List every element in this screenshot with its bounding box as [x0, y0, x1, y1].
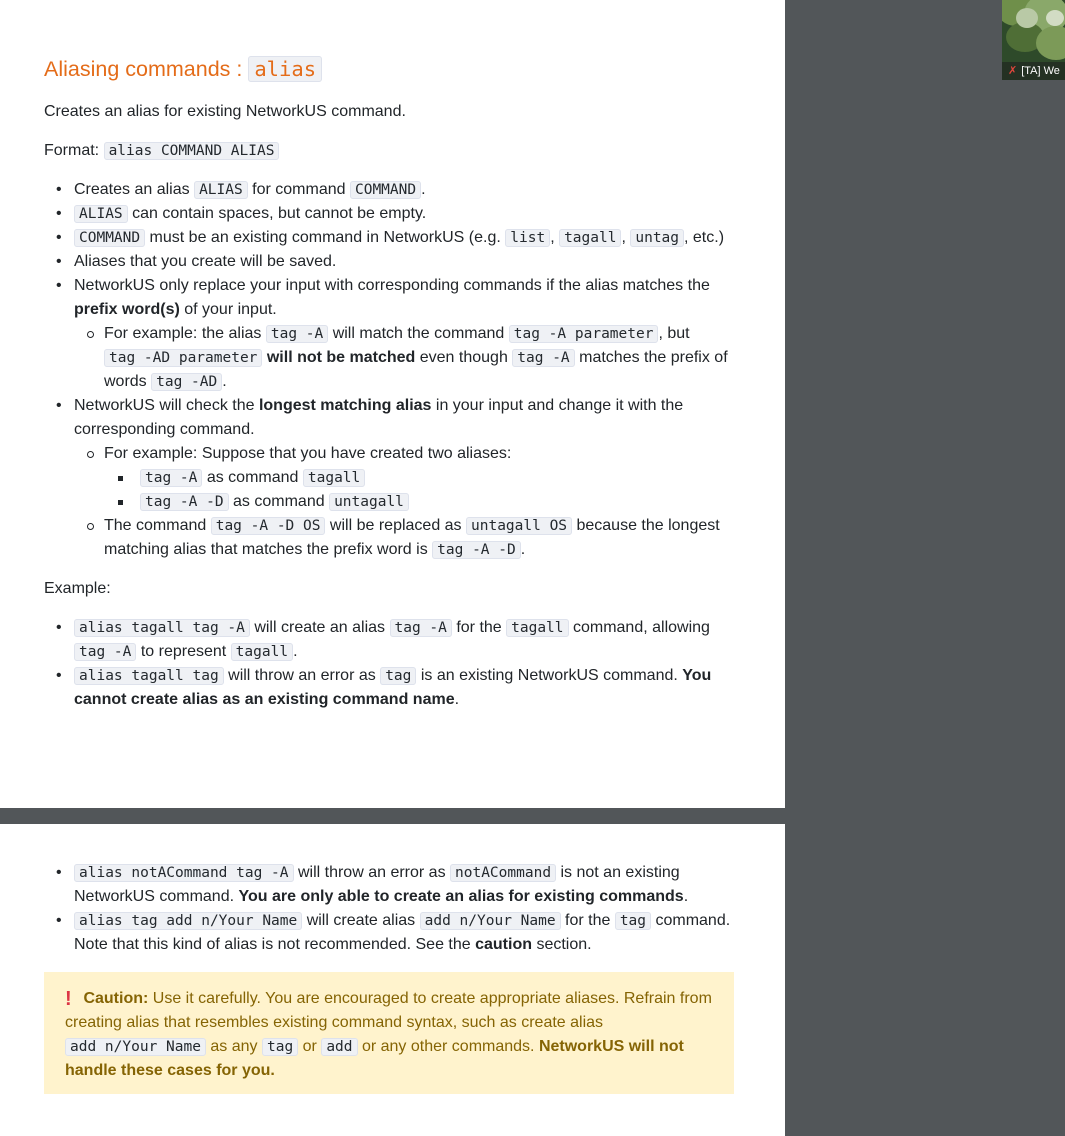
list-item: • alias tagall tag -A will create an alias tag -A for the tagall command, allowing tag -A to represent tagall . [44, 616, 744, 664]
list-item: The command tag -A -D OS will be replaced as untagall OS because the longest matching alias that matches the prefix word is tag -A -D . [74, 514, 744, 562]
list-item: tag -A as command tagall [104, 466, 744, 490]
example-label: Example: [44, 580, 111, 597]
example-list [44, 616, 744, 712]
list-item: For example: the alias tag -A will match the command tag -A parameter , but tag -AD parameter will not be matched even though tag -A matches the prefix of words tag -AD . [74, 322, 744, 394]
document-page-2 [0, 824, 785, 1136]
intro-text: Creates an alias for existing NetworkUS command. [44, 103, 406, 120]
caution-box: ! Caution: Use it carefully. You are encouraged to create appropriate aliases. Refrain from creating alias that resembles existing command syntax, such as create alias add n/Your Name as any tag or add or any other commands. NetworkUS will not handle these cases for you. [44, 972, 734, 1094]
format-line: Format: alias COMMAND ALIAS [44, 139, 744, 163]
format-code: alias COMMAND ALIAS [104, 142, 280, 160]
sub-list [74, 322, 744, 394]
mic-muted-icon: ✗ [1008, 65, 1018, 77]
list-item: • NetworkUS will check the longest matching alias in your input and change it with the corresponding command. For example: Suppose that you have created two aliases: tag -A as command tagall tag -A -D as command untagall The command tag -A -D OS will be replaced as untagall OS because the longest matching alias that matches the prefix word is tag -A -D . [44, 394, 744, 562]
list-item: • alias tag add n/Your Name will create alias add n/Your Name for the tag command. Note that this kind of alias is not recommended. See the caution section. [44, 909, 744, 957]
list-item: • COMMAND must be an existing command in NetworkUS (e.g. list , tagall , untag , etc.) [44, 226, 744, 250]
section-body-continued [44, 861, 744, 957]
heading-text: Aliasing commands : [44, 57, 249, 81]
section-body [44, 100, 744, 712]
section-heading [44, 55, 322, 83]
list-item: • ALIAS can contain spaces, but cannot be empty. [44, 202, 744, 226]
participant-caption: ✗ [TA] We [1002, 62, 1065, 80]
list-item: • NetworkUS only replace your input with corresponding commands if the alias matches the prefix word(s) of your input. For example: the alias tag -A will match the command tag -A parameter , but tag -AD parameter will not be matched even though tag -A matches the prefix of words tag -AD . [44, 274, 744, 394]
list-item: tag -A -D as command untagall [104, 490, 744, 514]
video-participant-tile[interactable] [1002, 0, 1065, 80]
list-item: • alias notACommand tag -A will throw an error as notACommand is not an existing NetworkUS command. You are only able to create an alias for existing commands. [44, 861, 744, 909]
exclamation-icon: ! [65, 988, 72, 1010]
list-item: For example: Suppose that you have created two aliases: tag -A as command tagall tag -A -D as command untagall [74, 442, 744, 514]
list-item: • Aliases that you create will be saved. [44, 250, 744, 274]
sub-list [74, 442, 744, 562]
description-list [44, 178, 744, 562]
example-list-continued [44, 861, 744, 957]
list-item: • Creates an alias ALIAS for command COMMAND . [44, 178, 744, 202]
heading-code: alias [248, 56, 322, 82]
caution-label: Caution: [83, 990, 149, 1007]
list-item: • alias tagall tag will throw an error as tag is an existing NetworkUS command. You cannot create alias as an existing command name. [44, 664, 744, 712]
sub-sub-list [104, 466, 744, 514]
